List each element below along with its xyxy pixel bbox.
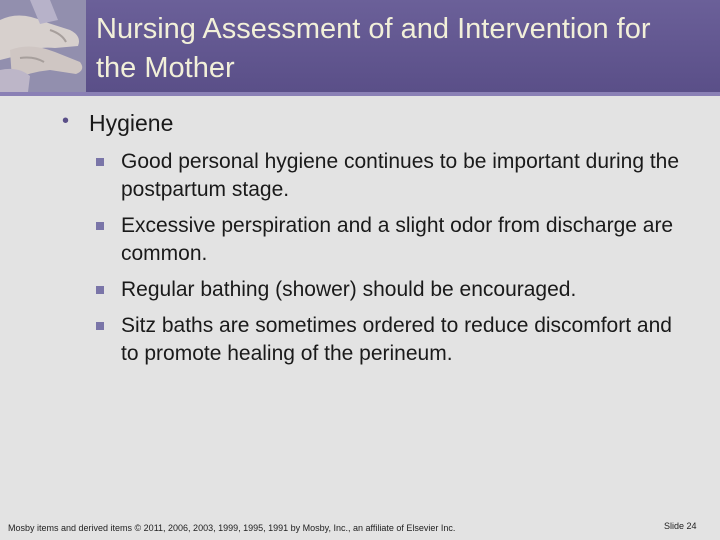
list-item-text: Sitz baths are sometimes ordered to reduce discomfort and to promote healing of the perineum. [121,314,672,365]
square-bullet-icon [96,222,104,230]
square-bullet-icon [96,286,104,294]
list-item [95,276,695,304]
section-heading: Hygiene [89,110,174,136]
list-item [95,148,695,204]
slide-number: Slide 24 [664,521,697,531]
square-bullet-icon [96,158,104,166]
list-item [95,212,695,268]
header-divider [0,92,720,96]
slide-title: Nursing Assessment of and Intervention for the Mother [96,13,651,84]
list-item-text: Excessive perspiration and a slight odor from discharge are common. [121,214,674,265]
list-item-text: Regular bathing (shower) should be encouraged. [121,278,577,301]
square-bullet-icon [96,322,104,330]
copyright-footer: Mosby items and derived items © 2011, 2006, 2003, 1999, 1995, 1991 by Mosby, Inc., an affiliate of Elsevier Inc. [8,523,456,533]
hygiene-bullet-list [95,148,695,376]
round-bullet-icon: • [62,110,70,132]
header-band [0,0,720,92]
list-item [95,312,695,368]
list-item-text: Good personal hygiene continues to be important during the postpartum stage. [121,150,680,201]
hands-photo-icon [0,0,86,92]
